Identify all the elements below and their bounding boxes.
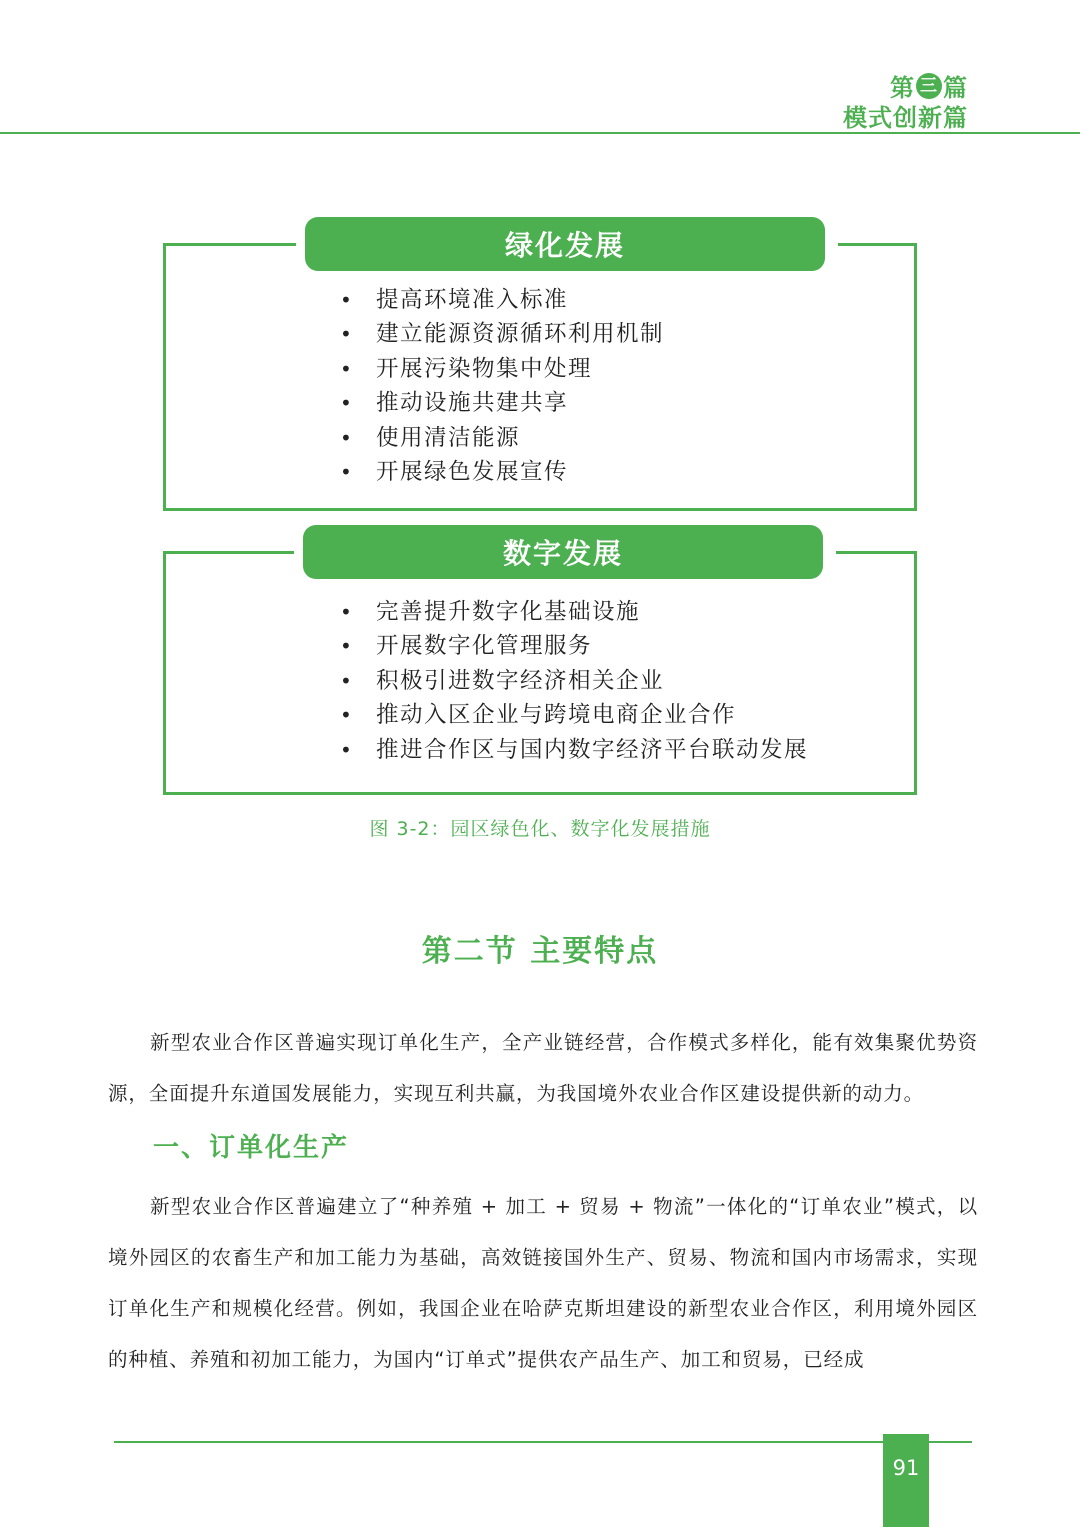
- list-item: [340, 698, 808, 732]
- bullet-icon: •: [340, 459, 354, 484]
- list-item: [340, 733, 808, 767]
- section-title: 第二节 主要特点: [421, 934, 659, 969]
- part-prefix: 第: [890, 74, 915, 102]
- list-item: [340, 386, 664, 420]
- list-item: [340, 455, 664, 489]
- list-item: [340, 629, 808, 663]
- bullet-icon: •: [340, 391, 354, 416]
- list-item: [340, 421, 664, 455]
- list-item-text: 使用清洁能源: [376, 424, 521, 451]
- list-item-text: 开展污染物集中处理: [376, 355, 593, 382]
- list-item-text: 提高环境准入标准: [376, 287, 569, 313]
- bullet-icon: •: [340, 322, 354, 347]
- list-item-text: 建立能源资源循环利用机制: [376, 321, 665, 348]
- figure-caption: 图 3-2：园区绿色化、数字化发展措施: [369, 818, 711, 840]
- list-item-text: 开展绿色发展宣传: [376, 458, 569, 485]
- list-item-text: 推动入区企业与跨境电商企业合作: [376, 702, 737, 729]
- part-number-badge: 三: [916, 73, 942, 99]
- part-title: 模式创新篇: [843, 104, 968, 132]
- list-item: [340, 595, 808, 629]
- page-number: 91: [883, 1434, 929, 1527]
- subheading: 一、订单化生产: [153, 1133, 350, 1163]
- list-item: [340, 317, 664, 351]
- green-development-title: 绿化发展: [305, 217, 825, 271]
- list-item: [340, 352, 664, 386]
- bullet-icon: •: [340, 634, 354, 659]
- list-item-text: 开展数字化管理服务: [376, 633, 593, 660]
- list-item-text: 完善提升数字化基础设施: [376, 599, 641, 625]
- body-paragraph: 新型农业合作区普遍建立了“种养殖 + 加工 + 贸易 + 物流”一体化的“订单农业”模式，以境外园区的农畜生产和加工能力为基础，高效链接国外生产、贸易、物流和国内市场需求，实现订单化生产和规模化经营。例如，我国企业在哈萨克斯坦建设的新型农业合作区，利用境外园区的种植、养殖和初加工能力，为国内“订单式”提供农产品生产、加工和贸易，已经成: [108, 1195, 978, 1371]
- part-suffix: 篇: [943, 74, 968, 102]
- green-development-list: [340, 283, 664, 489]
- list-item-text: 推动设施共建共享: [376, 390, 569, 417]
- digital-development-title: 数字发展: [303, 525, 823, 579]
- bullet-icon: •: [340, 668, 354, 693]
- bullet-icon: •: [340, 600, 354, 624]
- list-item: [340, 664, 808, 698]
- footer-divider: [114, 1441, 972, 1443]
- list-item: [340, 283, 664, 317]
- bullet-icon: •: [340, 703, 354, 728]
- list-item-text: 积极引进数字经济相关企业: [376, 667, 665, 694]
- digital-development-list: [340, 595, 808, 767]
- bullet-icon: •: [340, 737, 354, 762]
- intro-paragraph: 新型农业合作区普遍实现订单化生产，全产业链经营，合作模式多样化，能有效集聚优势资源，全面提升东道国发展能力，实现互利共赢，为我国境外农业合作区建设提供新的动力。: [108, 1031, 978, 1105]
- bullet-icon: •: [340, 356, 354, 381]
- header-divider: [0, 132, 1080, 134]
- bullet-icon: •: [340, 425, 354, 450]
- bullet-icon: •: [340, 288, 354, 312]
- list-item-text: 推进合作区与国内数字经济平台联动发展: [376, 736, 809, 763]
